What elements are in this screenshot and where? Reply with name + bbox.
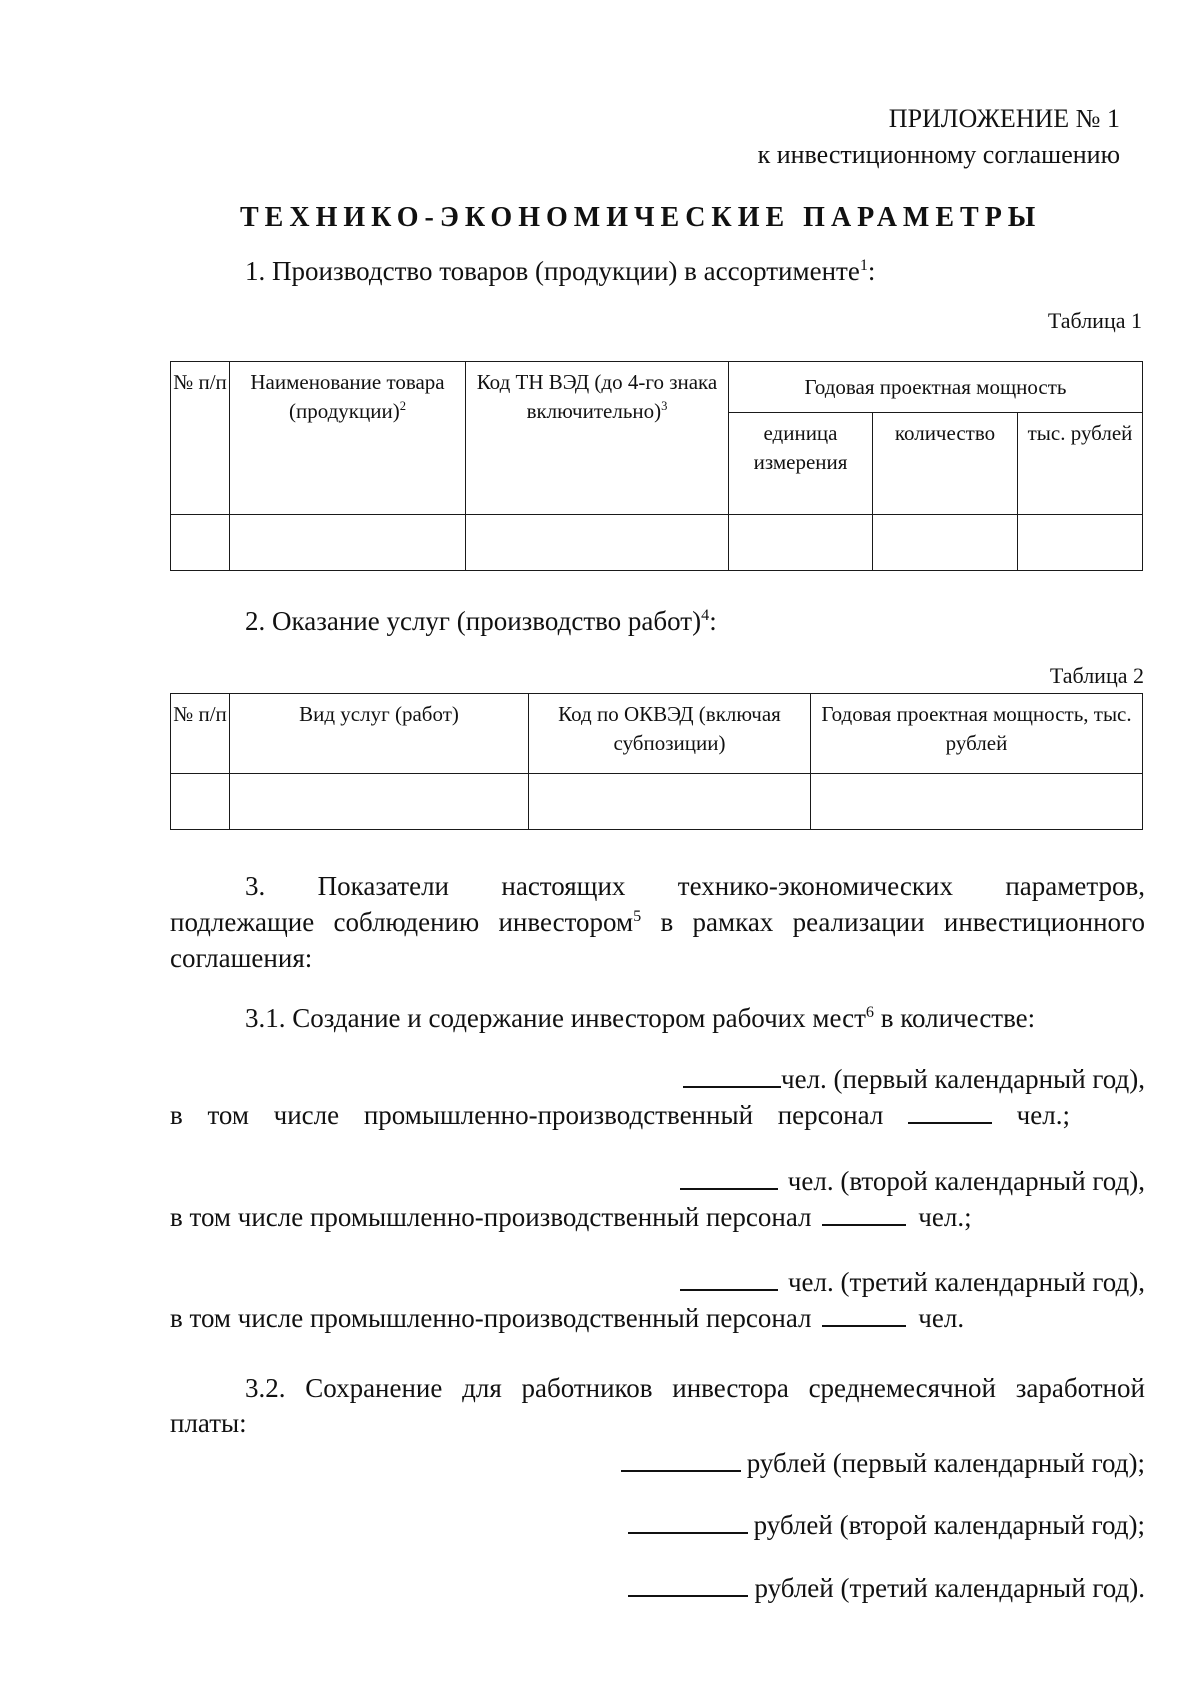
text-word-inner: инвестором	[498, 907, 634, 937]
table-cell	[529, 774, 811, 830]
text-word: чел.;	[1016, 1100, 1070, 1130]
table2-col-code: Код по ОКВЭД (включая субпозиции)	[529, 694, 811, 774]
salary-year3-text: рублей (третий календарный год).	[754, 1573, 1145, 1603]
jobs-year2-staff-end: чел.;	[918, 1202, 972, 1232]
table2-col-capacity: Годовая проектная мощность, тыс. рублей	[811, 694, 1143, 774]
text-word: соблюдению	[333, 907, 480, 937]
salary-year2-text: рублей (второй календарный год);	[753, 1510, 1145, 1540]
salary-year3	[500, 1570, 1145, 1606]
table1-col-qty: количество	[873, 413, 1018, 515]
text-word: промышленно-производственный	[363, 1100, 754, 1130]
text-word: заработной	[1015, 1373, 1145, 1403]
table-products	[170, 361, 1143, 571]
jobs-year2-text: чел. (второй календарный год),	[787, 1166, 1145, 1196]
table1-col-capacity: Годовая проектная мощность	[729, 362, 1143, 413]
table-cell	[1018, 515, 1143, 571]
jobs-year3	[560, 1264, 1145, 1300]
table-cell	[230, 515, 466, 571]
text-word: 3.	[245, 871, 266, 901]
blank-field	[628, 1531, 748, 1534]
table-cell	[230, 774, 529, 830]
table-services	[170, 693, 1143, 830]
table1-col-code	[466, 362, 729, 515]
jobs-year2-staff	[170, 1199, 972, 1235]
footnote-5: 5	[633, 907, 642, 925]
jobs-year2-staff-text: в том числе промышленно-производственный персонал	[170, 1202, 812, 1232]
blank-field	[822, 1223, 906, 1226]
section2-heading	[245, 606, 717, 637]
subsection-3-1-text: 3.1. Создание и содержание инвестором рабочих мест	[245, 1003, 866, 1033]
table-cell	[811, 774, 1143, 830]
blank-field	[680, 1187, 778, 1190]
blank-field	[822, 1324, 906, 1327]
table1-col-rub: тыс. рублей	[1018, 413, 1143, 515]
table1-col-name-text: Наименование товара (продукции)	[250, 370, 445, 423]
text-word	[908, 1097, 992, 1133]
jobs-year1-staff	[170, 1097, 1070, 1133]
text-word: инвестиционного	[943, 907, 1145, 937]
jobs-year3-staff	[170, 1300, 964, 1336]
footnote-1: 1	[859, 256, 868, 274]
table2-col-type: Вид услуг (работ)	[230, 694, 529, 774]
table2-label: Таблица 2	[1049, 663, 1144, 688]
text-word: числе	[273, 1100, 340, 1130]
salary-year2	[500, 1507, 1145, 1543]
section3-line3: соглашения:	[170, 943, 313, 973]
footnote-3: 3	[661, 399, 668, 413]
blank-field	[908, 1121, 992, 1124]
table-row	[171, 515, 1143, 571]
text-word: в	[660, 907, 674, 937]
text-word: персонал	[777, 1100, 884, 1130]
table-cell	[466, 515, 729, 571]
section1-heading-colon: :	[867, 256, 876, 286]
jobs-year2	[560, 1163, 1145, 1199]
jobs-year3-text: чел. (третий календарный год),	[787, 1267, 1145, 1297]
text-word: технико-экономических	[677, 871, 953, 901]
blank-field	[683, 1085, 781, 1088]
section1-heading-text: 1. Производство товаров (продукции) в ассортименте	[245, 256, 860, 286]
table1-col-code-text: Код ТН ВЭД (до 4-го знака включительно)	[476, 370, 718, 423]
appendix-number: ПРИЛОЖЕНИЕ № 1	[888, 104, 1120, 133]
text-word: том	[207, 1100, 249, 1130]
table1-col-num: № п/п	[171, 362, 230, 515]
salary-year1	[500, 1445, 1145, 1481]
text-word: подлежащие	[170, 907, 315, 937]
text-word: рамках	[692, 907, 774, 937]
text-word	[498, 904, 641, 940]
text-word: работников	[521, 1373, 653, 1403]
section2-heading-text: 2. Оказание услуг (производство работ)	[245, 606, 702, 636]
text-word: настоящих	[501, 871, 626, 901]
text-word: среднемесячной	[808, 1373, 996, 1403]
table1-col-name	[230, 362, 466, 515]
jobs-year3-staff-end: чел.	[918, 1303, 965, 1333]
table1-label: Таблица 1	[1047, 308, 1142, 333]
section3-line1	[245, 868, 1145, 904]
text-word: в	[170, 1100, 183, 1130]
subsection-3-1-suffix: в количестве:	[874, 1003, 1036, 1033]
section3-line2	[170, 904, 1145, 940]
footnote-6: 6	[865, 1003, 875, 1021]
table2-header-row	[171, 694, 1143, 774]
salary-year1-text: рублей (первый календарный год);	[746, 1448, 1145, 1478]
table-cell	[729, 515, 873, 571]
table-row	[171, 774, 1143, 830]
appendix-subtitle: к инвестиционному соглашению	[757, 140, 1120, 169]
text-word: Показатели	[317, 871, 449, 901]
text-word: для	[462, 1373, 502, 1403]
jobs-year1	[560, 1061, 1145, 1097]
subsection-3-2-line1	[245, 1370, 1145, 1406]
document-title: ТЕХНИКО-ЭКОНОМИЧЕСКИЕ ПАРАМЕТРЫ	[240, 202, 1042, 233]
subsection-3-2-line2: платы:	[170, 1408, 247, 1438]
jobs-year3-staff-text: в том числе промышленно-производственный персонал	[170, 1303, 812, 1333]
blank-field	[621, 1469, 741, 1472]
jobs-year1-text: чел. (первый календарный год),	[781, 1064, 1145, 1094]
subsection-3-1-heading	[245, 1000, 1035, 1036]
table1-col-unit: единица измерения	[729, 413, 873, 515]
text-word: реализации	[792, 907, 925, 937]
table-cell	[171, 774, 230, 830]
section1-heading	[245, 256, 875, 287]
footnote-4: 4	[701, 606, 710, 624]
section2-heading-colon: :	[709, 606, 717, 636]
text-word: 3.2.	[245, 1373, 286, 1403]
footnote-2: 2	[399, 399, 407, 413]
table2-col-num: № п/п	[171, 694, 230, 774]
text-word: Сохранение	[305, 1373, 443, 1403]
blank-field	[680, 1288, 778, 1291]
table-cell	[171, 515, 230, 571]
blank-field	[628, 1594, 748, 1597]
table1-header-row	[171, 362, 1143, 413]
text-word: параметров,	[1005, 871, 1145, 901]
text-word: инвестора	[672, 1373, 789, 1403]
table-cell	[873, 515, 1018, 571]
